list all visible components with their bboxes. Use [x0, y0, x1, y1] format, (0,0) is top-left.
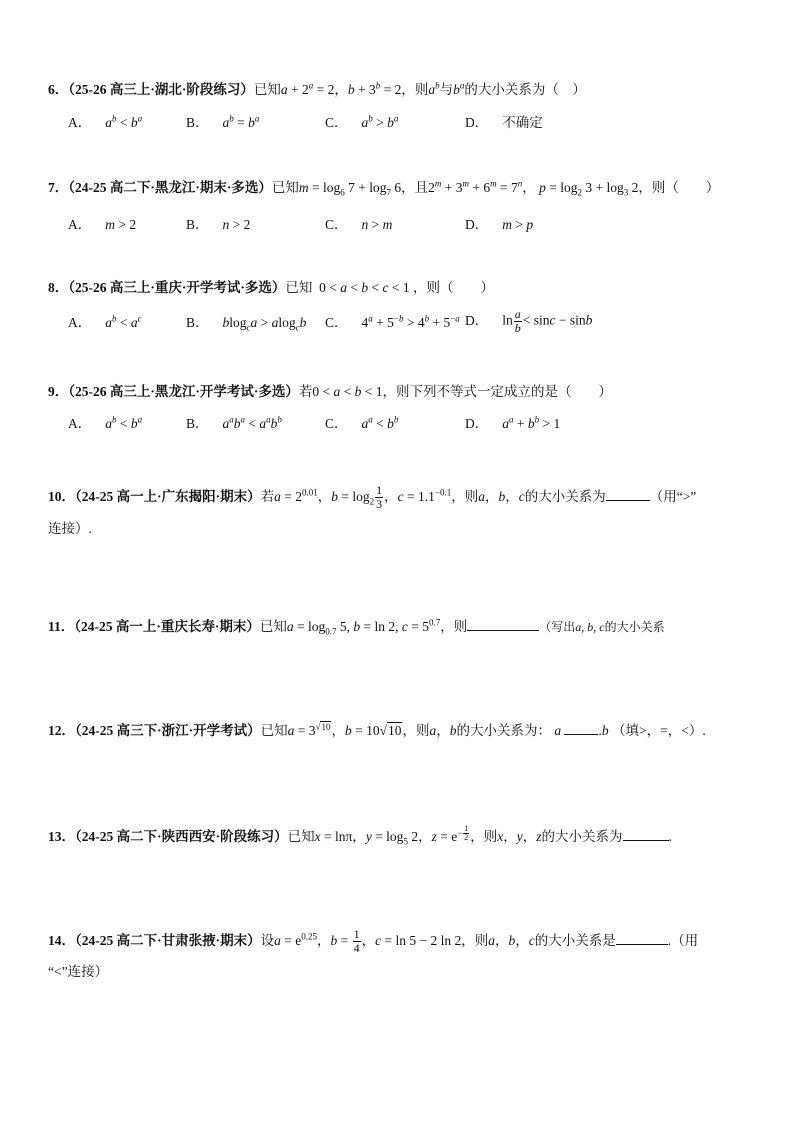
option-d[interactable]: D． m > p [465, 217, 534, 232]
question-9: 9．（25-26 高三上·黑龙江·开学考试·多选）若0 < a < b < 1，则下列不等式一定成立的是（ ） [48, 384, 613, 399]
question-source: （25-26 高三上·湖北·阶段练习） [68, 82, 254, 97]
answer-blank[interactable] [623, 826, 669, 841]
question-source: （25-26 高三上·重庆·开学考试·多选） [68, 280, 286, 295]
option-a[interactable]: A． $a^b < a^c$ [68, 313, 142, 330]
question-source: （24-25 高二下·甘肃张掖·期末） [75, 933, 261, 948]
question-12: 12．（24-25 高三下·浙江·开学考试）已知$a = 3^{√10}$，b = 10√10，则a，b的大小关系为： a .b （填>，=，<）. [48, 721, 706, 738]
option-b[interactable]: B． n > 2 [186, 217, 251, 232]
question-number: 8． [48, 280, 69, 295]
option-c[interactable]: C． $a^a < b^b$ [325, 414, 399, 431]
question-source: （24-25 高一上·广东揭阳·期末） [75, 489, 261, 504]
question-number: 6． [48, 82, 69, 97]
question-number: 11． [48, 619, 75, 634]
question-8: 8．（25-26 高三上·重庆·开学考试·多选）已知 0 < a < b < c < 1 ，则（ ） [48, 280, 495, 295]
option-c[interactable]: C． $4^a + 5^{-b} > 4^b + 5^{-a}$ [325, 313, 460, 330]
question-source: （24-25 高二下·黑龙江·期末·多选） [68, 180, 272, 195]
option-b[interactable]: B． blog$_c$a > alog$_c$b [186, 315, 307, 333]
question-source: （24-25 高二下·陕西西安·阶段练习） [75, 829, 288, 844]
answer-blank[interactable] [467, 616, 539, 631]
question-number: 9． [48, 384, 69, 399]
question-number: 13． [48, 829, 75, 844]
option-b[interactable]: B． $a^ab^a < a^ab^b$ [186, 414, 282, 431]
option-a[interactable]: A． m > 2 [68, 217, 137, 232]
question-13: 13．（24-25 高二下·陕西西安·阶段练习）已知x = lnπ，$y = \log_5 2$，$z = e^{- \frac{1}{2}}$ ，则x，y，z的大小关系为 . [48, 823, 672, 847]
option-a[interactable]: A． $a^b < b^a$ [68, 113, 143, 130]
question-11: 11．（24-25 高一上·重庆长寿·期末）已知$a = \log_{0.7} 5$, b = ln 2, $c = 5^{0.7}$，则 （写出a, b, c的大小关系 [48, 617, 665, 637]
question-14-continuation: “<”连接） [48, 964, 109, 979]
option-b[interactable]: B． $a^b = b^a$ [186, 113, 260, 130]
question-10: 10．（24-25 高一上·广东揭阳·期末）若$a = 2^{0.01}$，$b = \log_2$ $\frac{1}{3}$ ，$c = 1.1^{-0.1}$，则a，b，c的大小关系为 （用“>” [48, 483, 697, 512]
question-number: 12． [48, 723, 75, 738]
question-6: 6．（25-26 高三上·湖北·阶段练习）已知$a + 2^a = 2$，$b + 3^b = 2$，则$a^b$与$b^a$的大小关系为（ ） [48, 80, 586, 97]
question-number: 7． [48, 180, 69, 195]
question-number: 10． [48, 489, 75, 504]
question-7: 7．（24-25 高二下·黑龙江·期末·多选）已知$m = \log_6 7 + \log_7 6$，且$2^m + 3^m + 6^m = 7^n$， $p = \log_2 3 + \log_3 2$，则（ ） [48, 178, 720, 198]
option-c[interactable]: C． $a^b > b^a$ [325, 113, 399, 130]
question-source: （24-25 高三下·浙江·开学考试） [75, 723, 261, 738]
option-d[interactable]: D． $a^a + b^b > 1$ [465, 414, 561, 431]
question-source: （24-25 高一上·重庆长寿·期末） [74, 619, 260, 634]
question-14: 14．（24-25 高二下·甘肃张掖·期末）设$a = e^{0.25}$，b = $\frac{1}{4}$ ，c = ln 5 − 2 ln 2，则a，b，c的大小关系是 .（用 [48, 927, 699, 956]
question-10-continuation: 连接）. [48, 521, 92, 536]
option-a[interactable]: A． $a^b < b^a$ [68, 414, 143, 431]
answer-blank[interactable] [564, 720, 598, 735]
option-c[interactable]: C． n > m [325, 217, 393, 232]
option-d[interactable]: D． ln $\frac{a}{b}$ < sinc − sinb [465, 307, 593, 335]
question-number: 14． [48, 933, 75, 948]
question-source: （25-26 高三上·黑龙江·开学考试·多选） [68, 384, 299, 399]
answer-blank[interactable] [606, 486, 650, 501]
answer-blank[interactable] [616, 930, 668, 945]
option-d[interactable]: D． 不确定 [465, 115, 543, 130]
